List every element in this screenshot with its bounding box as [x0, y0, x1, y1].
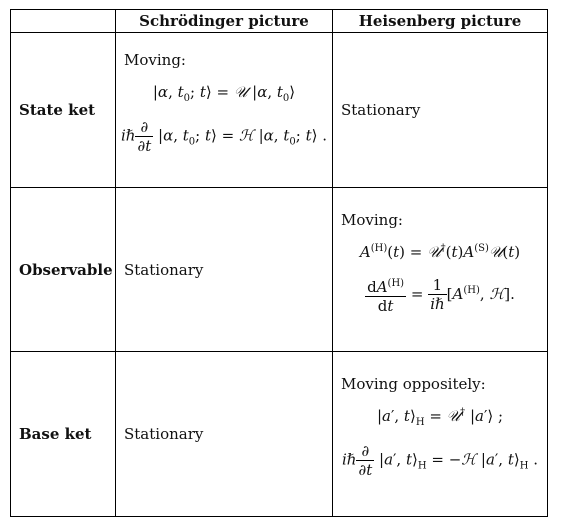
row-label-base-ket: Base ket: [11, 352, 116, 517]
cell-base-ket-schrodinger: Stationary: [116, 352, 333, 517]
moving-label: Moving:: [124, 51, 186, 69]
comparison-table: [10, 9, 548, 517]
cell-observable-heisenberg: [333, 188, 548, 352]
cell-base-ket-heisenberg: [333, 352, 548, 517]
header-blank: [11, 10, 116, 33]
row-base-ket: [11, 352, 548, 517]
equation-base-ket-motion: iℏ $\frac{\partial}{\partial t}$ |a′, $t⟩_H$ = −ℋ |a′, $t⟩_H$ .: [341, 442, 539, 479]
moving-label: Moving:: [341, 210, 403, 229]
cell-observable-schrodinger: Stationary: [116, 188, 333, 352]
equation-schrodinger: iℏ $\frac{\partial}{\partial t}$ |α, $t_0$; t⟩ = ℋ |α, $t_0$; t⟩ .: [120, 118, 327, 155]
cell-state-ket-schrodinger: [116, 33, 333, 188]
row-label-state-ket: State ket: [11, 33, 116, 188]
equation-base-ket: |a′, $t⟩_H$ = 𝒰† |a′⟩ ;: [376, 407, 504, 428]
row-observable: [11, 188, 548, 352]
row-state-ket: [11, 33, 548, 188]
cell-state-ket-heisenberg: Stationary: [333, 33, 548, 188]
header-heisenberg: Heisenberg picture: [333, 10, 548, 33]
moving-oppositely-label: Moving oppositely:: [341, 375, 486, 393]
equation-heisenberg-motion: $\frac{dA^{(H)}}{dt}$ = $\frac{1}{\text{iℏ}}$ [$A^{(H)}$, ℋ].: [367, 276, 515, 315]
equation-heisenberg-operator: $A^{(H)}(t)$ = $𝒰^\dagger(t)A^{(S)}𝒰(t)$: [359, 242, 521, 261]
header-row: [11, 10, 548, 33]
equation-time-evolution: |α, $t_0$; t⟩ = 𝒰 |α, $t_0⟩$: [152, 83, 296, 104]
header-schrodinger: Schrödinger picture: [116, 10, 333, 33]
row-label-observable: Observable: [11, 188, 116, 352]
